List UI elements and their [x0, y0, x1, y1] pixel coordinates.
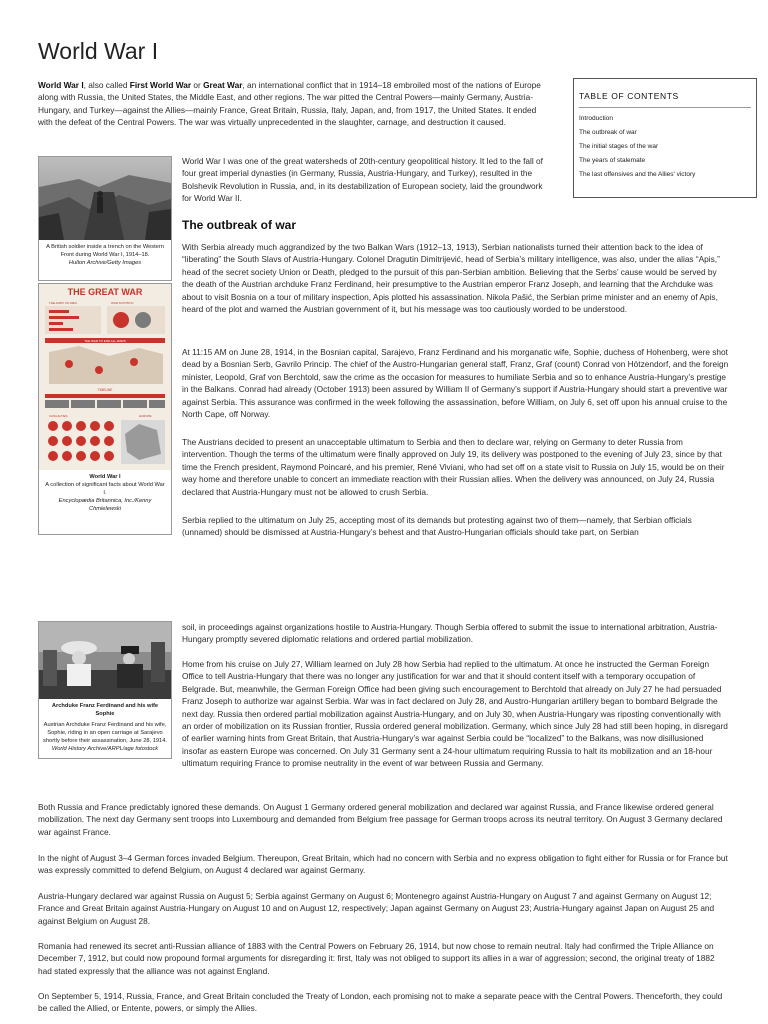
poster-sub-war-to-end: THE WAR TO END ALL WARS [84, 339, 126, 343]
toc-item-last-offensives[interactable]: The last offensives and the Allies' victory [579, 171, 696, 178]
intro-bold-term: World War I [38, 80, 84, 90]
great-war-caption-credit: Encyclopædia Britannica, Inc./Kenny Chmielewski [58, 498, 152, 512]
toc-item-outbreak[interactable]: The outbreak of war [579, 129, 637, 136]
poster-sub-stats: WAR STATISTIC [111, 301, 134, 305]
intro-text: , also called [83, 80, 130, 90]
archduke-caption-title: Archduke Franz Ferdinand and his wife Sophie [51, 703, 159, 717]
archduke-photo[interactable] [39, 622, 171, 699]
trench-caption-credit: Hulton Archive/Getty Images [68, 260, 142, 266]
toc-item-initial-stages[interactable]: The initial stages of the war [579, 143, 659, 150]
intro-bold-term: Great War [203, 80, 243, 90]
poster-sub-casualties: CASUALTIES [49, 414, 68, 418]
toc-item-introduction[interactable]: Introduction [579, 115, 613, 122]
poster-sub-europe: EUROPE [139, 414, 152, 418]
figure-great-war-infographic[interactable] [38, 283, 172, 535]
paragraph-outbreak-2: At 11:15 AM on June 28, 1914, in the Bosnian capital, Sarajevo, Franz Ferdinand and his morganatic wife, Sophie, duchess of Hohenberg, were shot dead by a Bosnian Serb, Gavrilo Princip. The chief of the Austro-Hungarian general staff, Franz, Graf (count) Conrad von Hötzendorf, and the foreign minister, Leopold, Graf von Berchtold, saw the crime as the occasion for measures to humiliate Serbia and so to enhance Austria-Hungary’s prestige in the Balkans. Conrad had already (October 1913) been assured by William II of Germany’s support if Austria-Hungary should start a preventive war against Serbia. This assurance was confirmed in the week following the assassination, before William, on July 6, set off upon his annual cruise to the North Cape, off Norway. [182, 347, 729, 420]
intro-bold-term: First World War [129, 80, 192, 90]
poster-title: THE GREAT WAR [67, 287, 143, 297]
paragraph-outbreak-8: In the night of August 3–4 German forces invaded Belgium. Thereupon, Great Britain, which had no concern with Serbia and no express obligation to fight either for Russia or for France but was expressly committed to defend Belgium, on August 4 declared war against Germany. [38, 853, 728, 876]
great-war-caption-title: World War I [89, 474, 121, 480]
great-war-caption [39, 470, 171, 517]
trench-photo[interactable] [39, 157, 171, 240]
trench-photo-image [39, 157, 171, 240]
poster-sub-timeline: TIMELINE [97, 388, 113, 392]
trench-caption [39, 240, 171, 271]
archduke-caption-credit: World History Archive/ARPL/age fotostock [51, 746, 159, 752]
paragraph-outbreak-7: Both Russia and France predictably ignored these demands. On August 1 Germany ordered general mobilization and declared war against Russia, and France likewise ordered general mobilization. The next day Germany sent troops into Luxembourg and demanded from Belgium free passage for German troops across its neutral territory. On August 3 Germany declared war against France. [38, 802, 723, 837]
section-heading-outbreak: The outbreak of war [182, 218, 297, 232]
toc-heading: TABLE OF CONTENTS [579, 91, 751, 108]
figure-archduke[interactable] [38, 621, 172, 759]
toc-item-stalemate[interactable]: The years of stalemate [579, 157, 646, 164]
paragraph-outbreak-5: soil, in proceedings against organizations hostile to Austria-Hungary. Though Serbia offered to submit the issue to international arbitration, Austria-Hungary promptly severed diplomatic relations and ordered partial mobilization. [182, 622, 718, 645]
paragraph-outbreak-6: Home from his cruise on July 27, William learned on July 28 how Serbia had replied to the ultimatum. At once he instructed the German Foreign Office to tell Austria-Hungary that there was no longer any justification for war and that it should content itself with a temporary occupation of Belgrade. But, meanwhile, the German Foreign Office had been giving such encouragement to Berchtold that already on July 27 he had persuaded Franz Joseph to authorize war against Serbia. War was in fact declared on July 28, and Austro-Hungarian artillery began to bombard Belgrade the next day. Russia then ordered partial mobilization against Austria-Hungary, and on July 30, when Austria-Hungary was riposting conventionally with an order of mobilization on its Russian frontier, Russia ordered general mobilization. Germany, which since July 28 had still been hoping, in disregard of earlier warning hints from Great Britain, that Austria-Hungary’s war against Serbia could be “localized” to the Balkans, was now disillusioned insofar as eastern Europe was concerned. On July 31 Germany sent a 24-hour ultimatum requiring Russia to halt its mobilization and an 18-hour ultimatum requiring France to promise neutrality in the event of war between Russia and Germany. [182, 659, 728, 769]
paragraph-outbreak-4: Serbia replied to the ultimatum on July 25, accepting most of its demands but protesting against two of them—namely, that Serbian officials (unnamed) should be dismissed at Austria-Hungary’s behest and that Austro-Hungarian officials should take part, on Serbian [182, 515, 692, 538]
great-war-caption-text: A collection of significant facts about World War I. [45, 482, 165, 496]
page-title: World War I [38, 38, 159, 64]
archduke-caption-text: Austrian Archduke Franz Ferdinand and his wife, Sophie, riding in an open carriage at Sarajevo shortly before their assassination, June 28, 1914. [43, 722, 167, 744]
paragraph-outbreak-10: Romania had renewed its secret anti-Russian alliance of 1883 with the Central Powers on February 26, 1914, but now chose to remain neutral. Italy had confirmed the Triple Alliance on December 7, 1912, but could now propound formal arguments for disregarding it: first, Italy was not obliged to support its allies in a war of aggression; second, the original treaty of 1882 had stated expressly that the alliance was not against England. [38, 941, 715, 976]
intro-text: or [191, 80, 204, 90]
archduke-caption [39, 699, 171, 757]
paragraph-outbreak-11: On September 5, 1914, Russia, France, and Great Britain concluded the Treaty of London, each promising not to make a separate peace with the Central Powers. Thenceforth, they could be called the Allied, or Entente, powers, or simply the Allies. [38, 991, 723, 1014]
archduke-photo-image [39, 622, 171, 699]
table-of-contents [573, 78, 757, 198]
figure-trench[interactable] [38, 156, 172, 281]
poster-sub-army: THE ARMY OF MEN [49, 301, 77, 305]
great-war-infographic[interactable] [39, 284, 171, 470]
trench-caption-text: A British soldier inside a trench on the Western Front during World War I, 1914–18. [46, 244, 164, 258]
paragraph-outbreak-9: Austria-Hungary declared war against Russia on August 5; Serbia against Germany on August 6; Montenegro against Austria-Hungary on August 7 and against Germany on August 12; France and Great Britain against Austria-Hungary on August 10 and on August 12, respectively; Japan against Germany on August 23; Austria-Hungary against Japan on August 25 and against Belgium on August 28. [38, 891, 715, 926]
paragraph-outbreak-1: With Serbia already much aggrandized by the two Balkan Wars (1912–13, 1913), Serbian nationalists turned their attention back to the idea of “liberating” the South Slavs of Austria-Hungary. Colonel Dragutin Dimitrijević, head of Serbia’s military intelligence, was also, under the alias “Apis,” head of the secret society Union or Death, pledged to the pursuit of this pan-Serbian ambition. Believing that the Serbs’ cause would be served by the death of the Austrian archduke Franz Ferdinand, heir presumptive to the Austrian emperor Franz Joseph, and learning that the Archduke was about to visit Bosnia on a tour of military inspection, Apis plotted his assassination. Nikola Pašić, the Serbian prime minister and an enemy of Apis, heard of the plot and warned the Austrian government of it, but his message was too cautiously worded to be understood. [182, 242, 720, 315]
great-war-infographic-image [39, 284, 171, 470]
intro-text: , an international conflict that in 1914–18 embroiled most of the nations of Europe along with Russia, the United States, the Middle East, and other regions. The war pitted the Central Powers—mainly Germany, Austria-Hungary, and Turkey—against the Allies—mainly France, Great Britain, Russia, Italy, Japan, and, from 1917, the United States. It ended with the defeat of the Central Powers. The war was virtually unprecedented in the slaughter, carnage, and destruction it caused. [38, 80, 541, 128]
paragraph-watershed: World War I was one of the great watersheds of 20th-century geopolitical history. It led to the fall of four great imperial dynasties (in Germany, Russia, Austria-Hungary, and Turkey), resulted in the Bolshevik Revolution in Russia, and, in its destabilization of European society, laid the groundwork for World War II. [182, 156, 543, 204]
intro-paragraph [38, 79, 553, 129]
paragraph-outbreak-3: The Austrians decided to present an unacceptable ultimatum to Serbia and then to declare war, relying on Germany to deter Russia from intervention. Though the terms of the ultimatum were finally approved on July 19, its delivery was postponed to the evening of July 23, since by that time the French president, Raymond Poincaré, and his premier, René Viviani, who had set off on a state visit to Russia on July 15, would be on their way home and therefore unable to concert an immediate reaction with their Russian allies. When the delivery was announced, on July 24, Russia declared that Austria-Hungary must not be allowed to crush Serbia. [182, 437, 725, 497]
